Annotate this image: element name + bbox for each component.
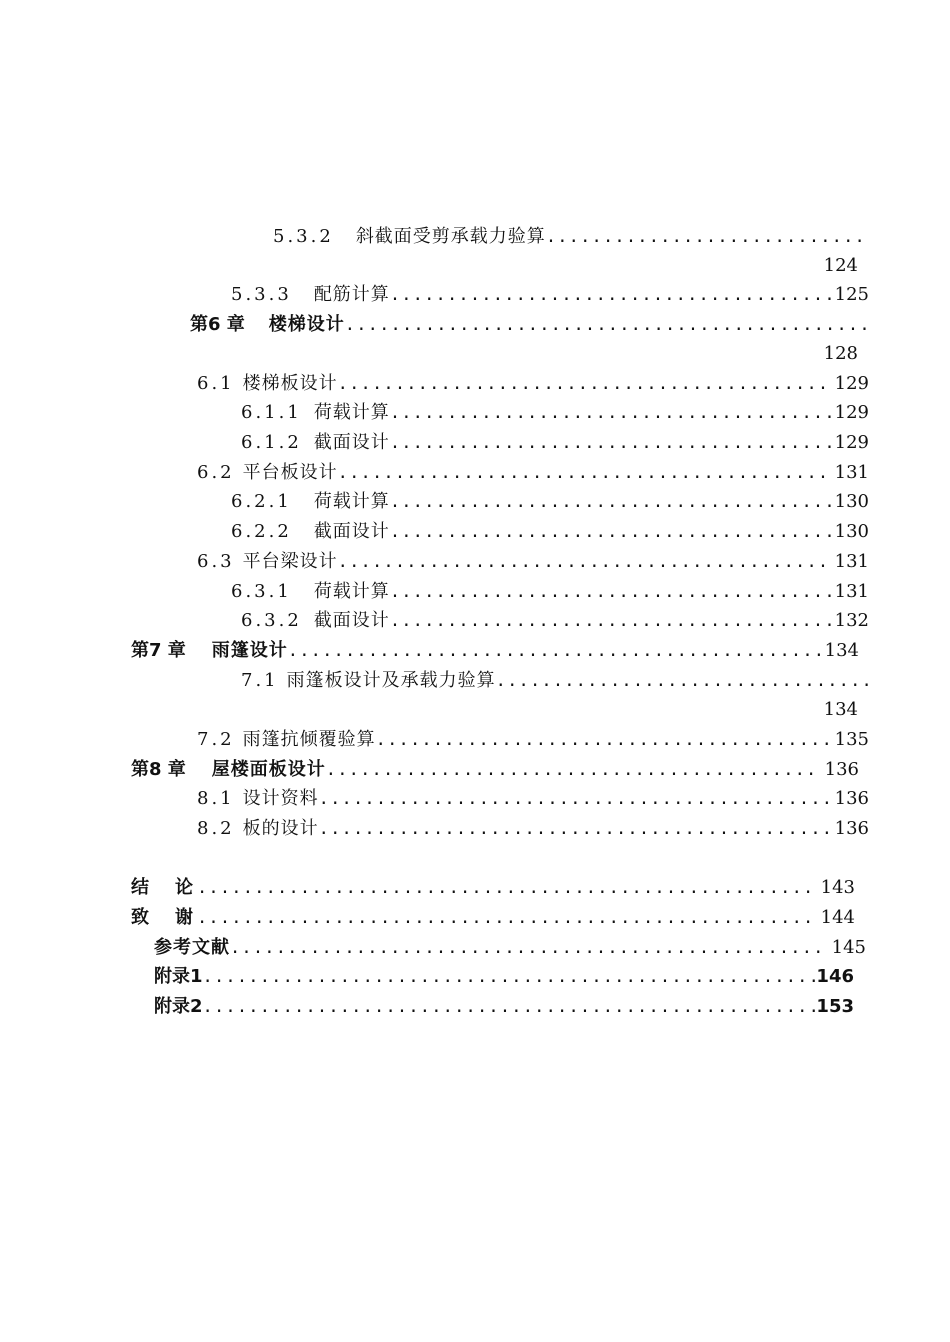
toc-entry-page: 136: [834, 818, 869, 839]
toc-entry-page: 144: [820, 907, 855, 928]
toc-leader-dots: [288, 638, 821, 664]
toc-entry-page: 131: [834, 462, 869, 483]
toc-entry-title: 荷载计算: [313, 402, 390, 423]
toc-leader-dots: [546, 224, 869, 250]
toc-leader-dots: [390, 608, 831, 634]
toc-entry-title: 楼梯设计: [268, 314, 345, 335]
toc-entry-number: 8.1: [197, 788, 235, 809]
toc-entry-number: 6.3.2: [241, 610, 302, 631]
toc-leader-dots: [390, 400, 831, 426]
toc-entry-page: 143: [820, 877, 855, 898]
toc-entry-page: 129: [834, 432, 869, 453]
toc-entry-title: 屋楼面板设计: [211, 759, 326, 780]
toc-entry[interactable]: [273, 224, 869, 250]
toc-leader-dots: [390, 579, 831, 605]
toc-chapter-entry[interactable]: [131, 638, 859, 664]
toc-entry-number: 6.2.1: [231, 491, 292, 512]
toc-entry-title: 板的设计: [242, 818, 319, 839]
toc-entry-number: 6.1: [197, 373, 235, 394]
toc-entry-number: 6.2: [197, 462, 235, 483]
toc-entry-page: 135: [834, 729, 869, 750]
toc-chapter-entry[interactable]: [190, 312, 869, 338]
toc-leader-dots: [203, 994, 817, 1020]
toc-leader-dots: [203, 964, 817, 990]
toc-backmatter-entry[interactable]: [131, 875, 855, 901]
toc-entry[interactable]: [197, 727, 869, 753]
toc-entry-page: 153: [816, 996, 854, 1017]
toc-entry[interactable]: [197, 549, 869, 575]
toc-entry-title: 附录2: [154, 996, 203, 1017]
toc-entry-title: 楼梯板设计: [242, 373, 338, 394]
toc-entry[interactable]: [197, 371, 869, 397]
toc-entry-page: 129: [834, 402, 869, 423]
toc-backmatter-entry[interactable]: [154, 964, 854, 990]
toc-leader-dots: [390, 519, 831, 545]
toc-entry-title: 雨篷设计: [211, 640, 288, 661]
toc-entry[interactable]: [231, 579, 869, 605]
toc-entry-title: 荷载计算: [313, 491, 390, 512]
toc-entry-page: 136: [824, 759, 859, 780]
toc-entry-number: 第7 章: [131, 640, 186, 661]
toc-leader-dots: [326, 757, 821, 783]
toc-entry-page: 146: [816, 966, 854, 987]
toc-entry-page: 134: [824, 640, 859, 661]
toc-leader-dots: [230, 935, 822, 961]
toc-leader-dots: [319, 786, 831, 812]
toc-entry-number: 7.2: [197, 729, 235, 750]
toc-leader-dots: [345, 312, 869, 338]
toc-leader-dots: [197, 875, 811, 901]
toc-entry-page: 130: [834, 521, 869, 542]
toc-entry-title: 截面设计: [313, 610, 390, 631]
toc-leader-dots: [390, 282, 831, 308]
toc-leader-dots: [496, 668, 869, 694]
toc-leader-dots: [197, 905, 811, 931]
toc-entry-number: 5.3.3: [231, 284, 292, 305]
toc-entry-title: 雨篷板设计及承载力验算: [286, 670, 496, 691]
toc-entry[interactable]: [231, 489, 869, 515]
toc-backmatter-entry[interactable]: [131, 905, 855, 931]
toc-entry-page: 136: [834, 788, 869, 809]
toc-backmatter-entry[interactable]: [154, 994, 854, 1020]
toc-entry[interactable]: [197, 460, 869, 486]
toc-entry-title: 致 谢: [131, 907, 197, 928]
toc-entry-page: 131: [834, 581, 869, 602]
toc-entry-page: 134: [823, 699, 858, 720]
toc-entry[interactable]: [241, 430, 869, 456]
toc-entry-title: 截面设计: [313, 432, 390, 453]
toc-entry-title: 参考文献: [154, 937, 230, 958]
toc-entry-number: 6.3: [197, 551, 235, 572]
toc-entry-title: 雨篷抗倾覆验算: [242, 729, 376, 750]
toc-entry[interactable]: [231, 282, 869, 308]
toc-entry-page: 130: [834, 491, 869, 512]
toc-leader-dots: [338, 549, 831, 575]
toc-entry-number: 6.2.2: [231, 521, 292, 542]
toc-entry-title: 截面设计: [313, 521, 390, 542]
toc-entry-title: 平台板设计: [242, 462, 338, 483]
toc-leader-dots: [338, 371, 831, 397]
toc-entry-number: 8.2: [197, 818, 235, 839]
toc-entry-number: 第8 章: [131, 759, 186, 780]
toc-entry[interactable]: [241, 608, 869, 634]
toc-entry-title: 附录1: [154, 966, 203, 987]
toc-entry-title: 结 论: [131, 877, 197, 898]
toc-entry-title: 平台梁设计: [242, 551, 338, 572]
toc-entry-number: 6.1.1: [241, 402, 302, 423]
toc-entry-title: 斜截面受剪承载力验算: [355, 226, 546, 247]
toc-entry-page: 128: [823, 343, 858, 364]
toc-entry[interactable]: [197, 816, 869, 842]
toc-leader-dots: [319, 816, 831, 842]
toc-entry-page: 145: [831, 937, 866, 958]
toc-backmatter-entry[interactable]: [154, 935, 866, 961]
toc-entry-page: 129: [834, 373, 869, 394]
toc-entry-number: 第6 章: [190, 314, 245, 335]
toc-leader-dots: [390, 430, 831, 456]
toc-entry-page: 131: [834, 551, 869, 572]
toc-entry-number: 7.1: [241, 670, 279, 691]
toc-entry[interactable]: [231, 519, 869, 545]
toc-chapter-entry[interactable]: [131, 757, 859, 783]
toc-entry-number: 6.3.1: [231, 581, 292, 602]
toc-entry-title: 配筋计算: [313, 284, 390, 305]
toc-entry-page: 125: [834, 284, 869, 305]
toc-entry[interactable]: [241, 668, 869, 694]
toc-entry-page: 132: [834, 610, 869, 631]
toc-leader-dots: [376, 727, 831, 753]
toc-entry-number: 6.1.2: [241, 432, 302, 453]
toc-entry-number: 5.3.2: [273, 226, 334, 247]
toc-entry[interactable]: [241, 400, 869, 426]
toc-leader-dots: [390, 489, 831, 515]
toc-entry-title: 荷载计算: [313, 581, 390, 602]
toc-leader-dots: [338, 460, 831, 486]
toc-entry[interactable]: [197, 786, 869, 812]
toc-entry-title: 设计资料: [242, 788, 319, 809]
toc-entry-page: 124: [823, 255, 858, 276]
